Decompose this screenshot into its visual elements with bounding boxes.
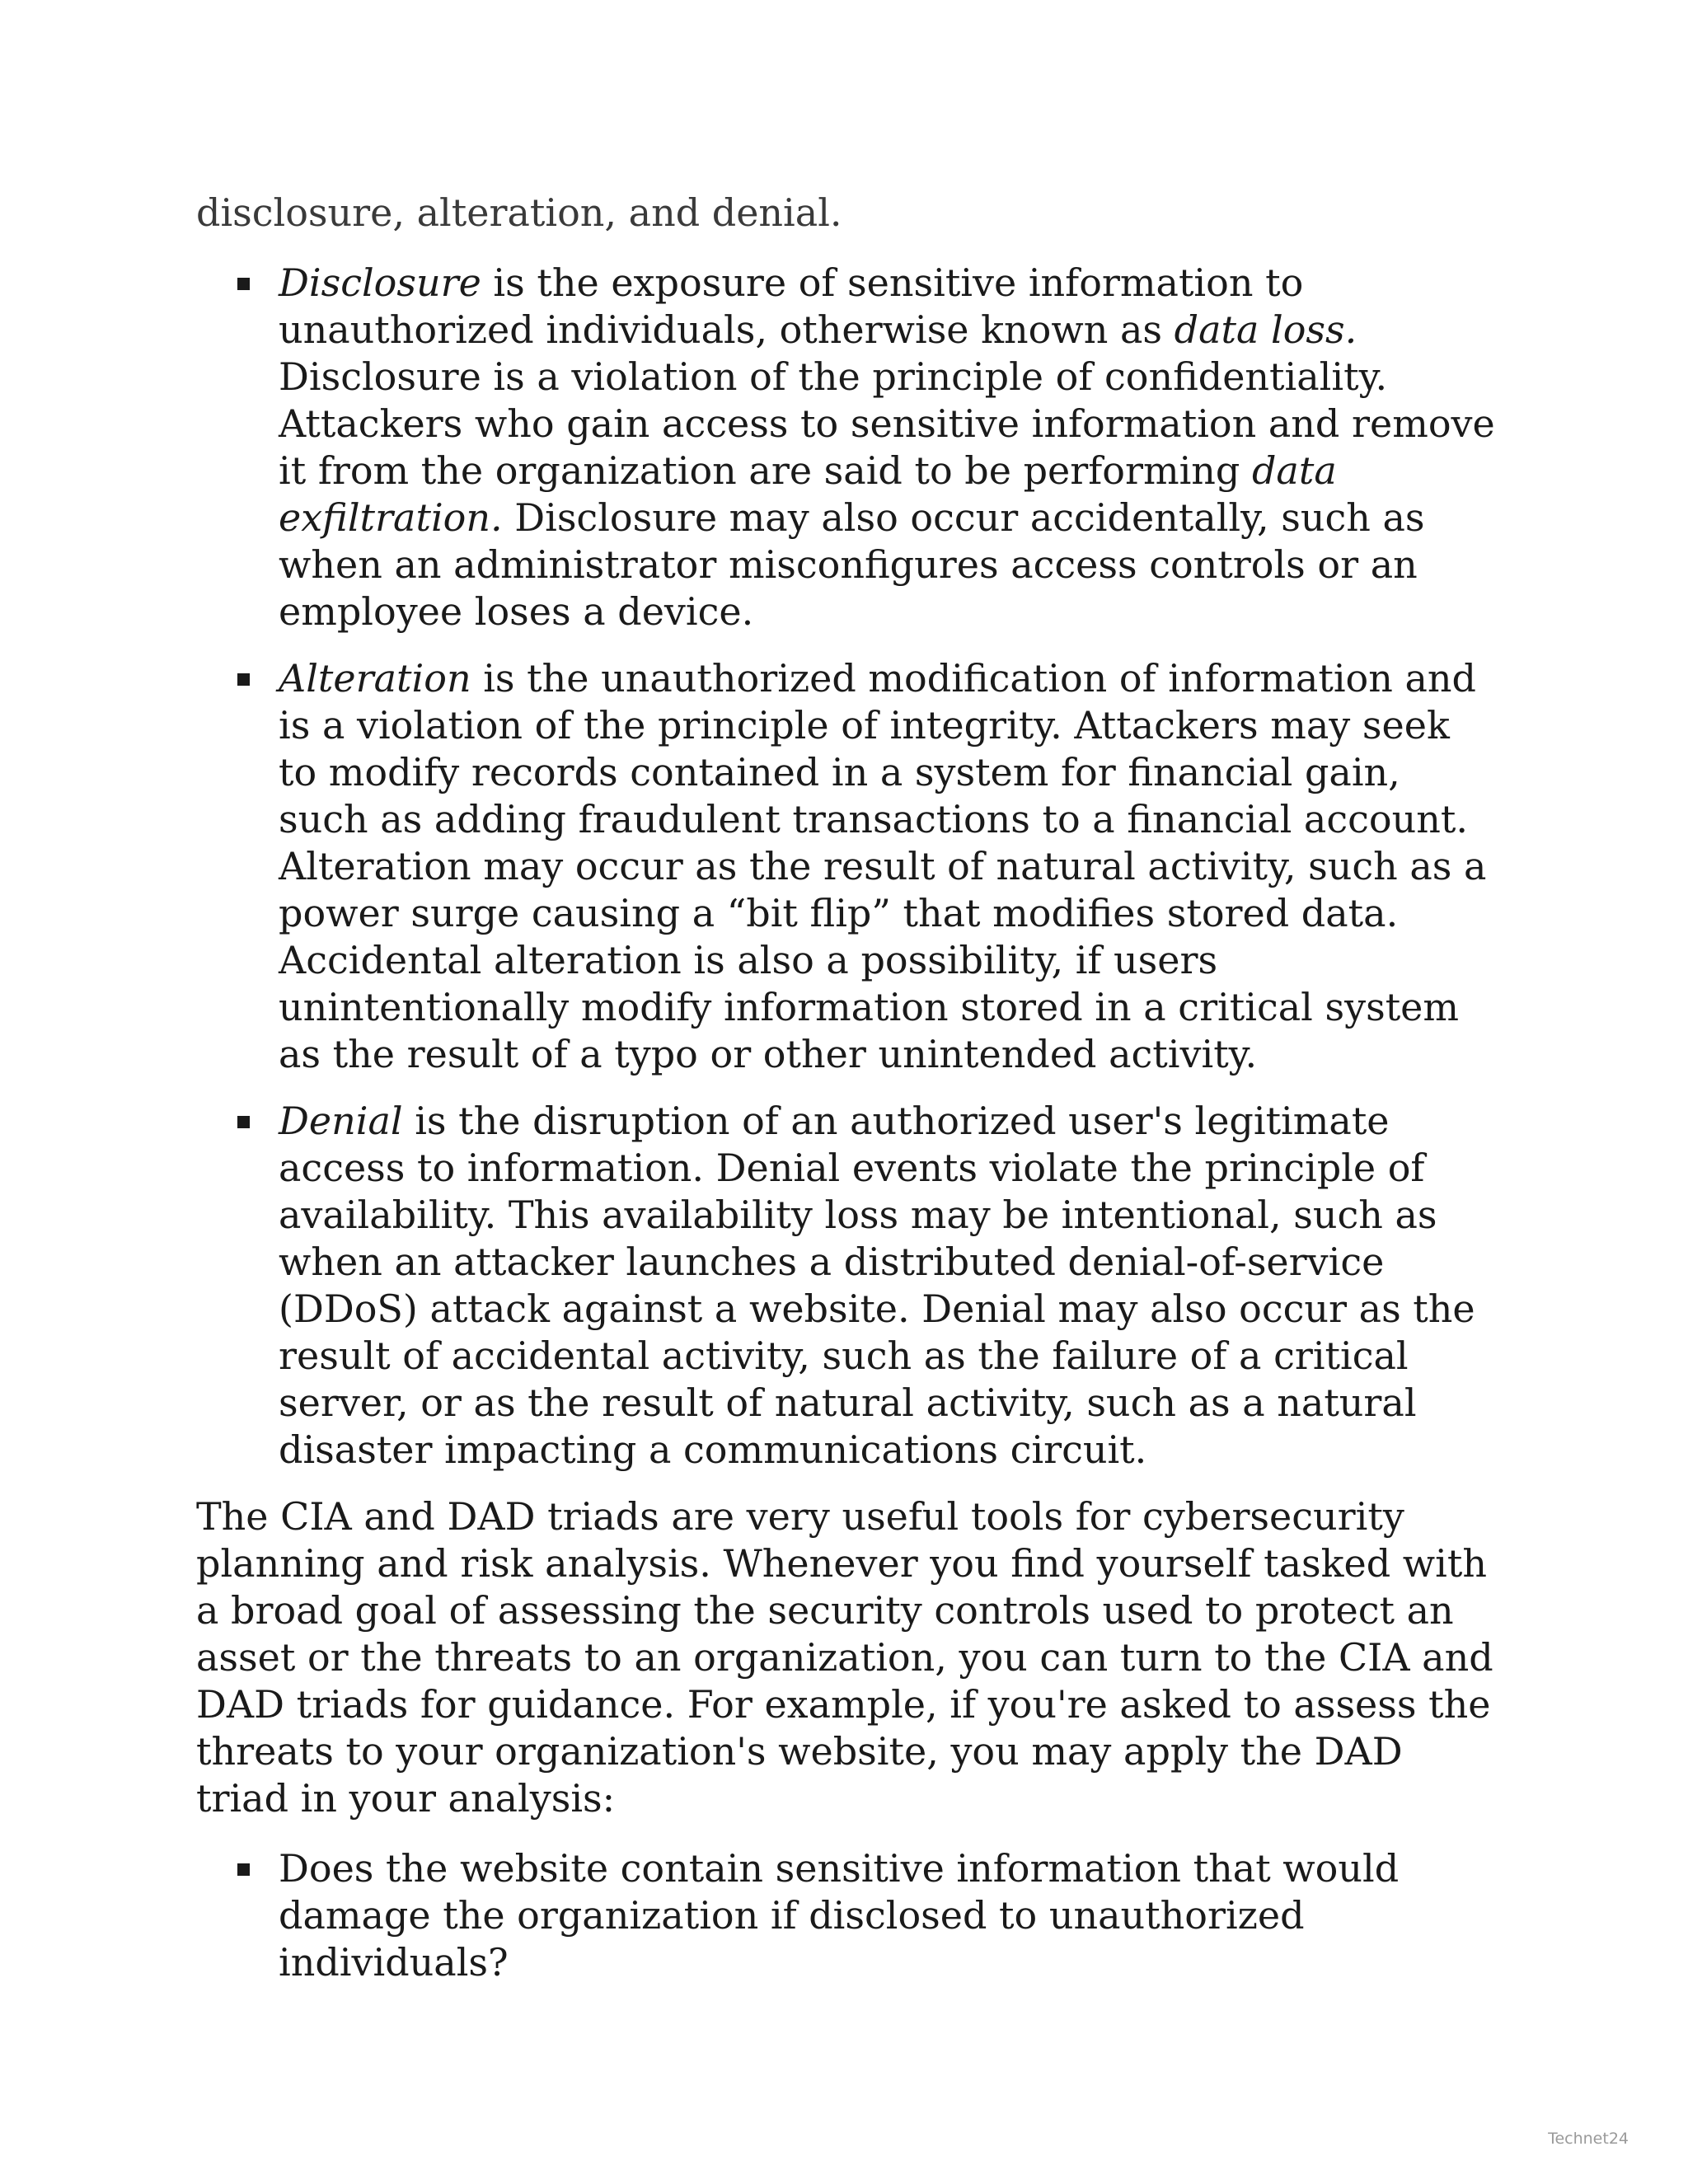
page-body (196, 190, 1498, 2006)
disclosure-text-2: Disclosure is a violation of the principle of confidentiality. Attackers who gain access to sensitive information and remove it from the organization are said to be performing (279, 354, 1495, 493)
list-item-alteration (279, 655, 1498, 1078)
square-bullet-icon (237, 1116, 250, 1128)
square-bullet-icon (237, 673, 250, 686)
square-bullet-icon (237, 278, 250, 290)
list-item-question (279, 1845, 1498, 1986)
alteration-text: is the unauthorized modification of information and is a violation of the principle of integrity. Attackers may seek to modify records contained in a system for financial gain, such as adding fraudulent transactions to a financial account. Alteration may occur as the result of natural activity, such as a power surge causing a “bit flip” that modifies stored data. Accidental alteration is also a possibility, if users unintentionally modify information stored in a critical system as the result of a typo or other unintended activity. (279, 656, 1487, 1076)
term-alteration: Alteration (279, 656, 471, 701)
square-bullet-icon (237, 1863, 250, 1876)
term-denial: Denial (279, 1099, 403, 1143)
body-paragraph: The CIA and DAD triads are very useful tools for cybersecurity planning and risk analysis. Whenever you find yourself tasked with a broad goal of assessing the security controls used to protect an asset or the threats to an organization, you can turn to the CIA and DAD triads for guidance. For example, if you're asked to assess the threats to your organization's website, you may apply the DAD triad in your analysis: (196, 1494, 1493, 1821)
term-disclosure: Disclosure (279, 260, 481, 305)
term-data-loss: data loss. (1174, 307, 1357, 352)
watermark-text: Technet24 (1548, 2130, 1629, 2148)
disclosure-text-1: is the exposure of sensitive information to unauthorized individuals, otherwise known as (279, 260, 1304, 352)
question-text: Does the website contain sensitive information that would damage the organization if disclosed to unauthorized individuals? (279, 1846, 1400, 1985)
dad-list (196, 260, 1498, 1474)
list-item-denial (279, 1098, 1498, 1474)
question-list (196, 1845, 1498, 1986)
term-data-exfiltration: data exfiltration. (279, 448, 1337, 540)
denial-text: is the disruption of an authorized user's legitimate access to information. Denial events violate the principle of availability. This availability loss may be intentional, such as when an attacker launches a distributed denial-of-service (DDoS) attack against a website. Denial may also occur as the result of accidental activity, such as the failure of a critical server, or as the result of natural activity, such as a natural disaster impacting a communications circuit. (279, 1099, 1475, 1472)
list-item-disclosure (279, 260, 1498, 635)
intro-text: disclosure, alteration, and denial. (196, 190, 842, 235)
disclosure-text-3: Disclosure may also occur accidentally, such as when an administrator misconfigures access controls or an employee loses a device. (279, 495, 1425, 634)
